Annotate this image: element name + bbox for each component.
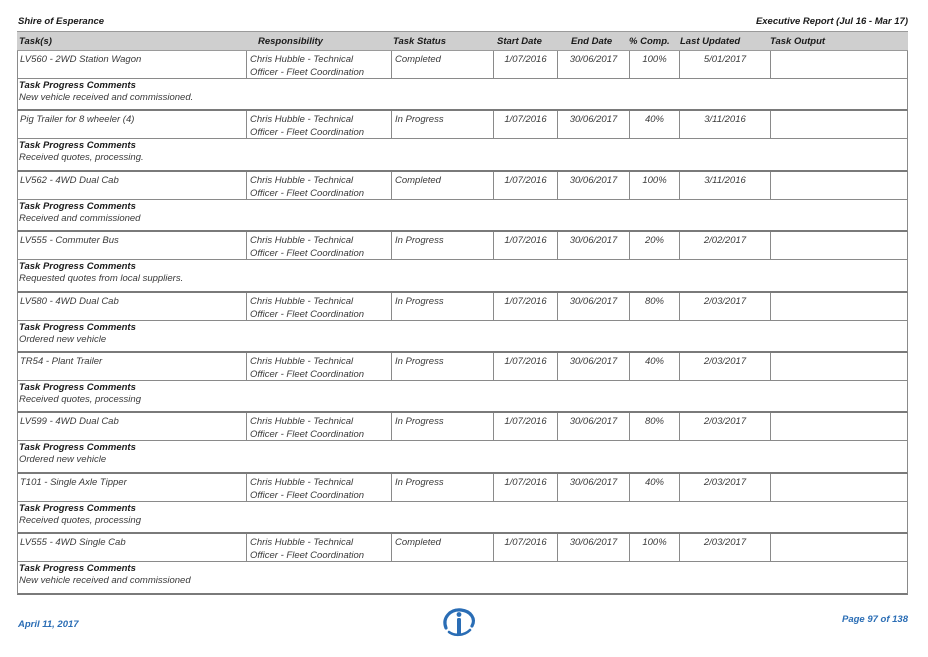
task-end-date: 30/06/2017 bbox=[557, 232, 629, 259]
task-block bbox=[17, 51, 908, 111]
responsibility-line-2: Officer - Fleet Coordination bbox=[250, 489, 365, 501]
task-end-date: 30/06/2017 bbox=[557, 111, 629, 138]
task-start-date: 1/07/2016 bbox=[493, 172, 557, 199]
task-pct-complete: 20% bbox=[629, 232, 679, 259]
responsibility-line-2: Officer - Fleet Coordination bbox=[250, 308, 365, 320]
table-row bbox=[17, 111, 908, 139]
comment-heading: Task Progress Comments bbox=[19, 200, 136, 212]
task-output bbox=[770, 353, 907, 380]
responsibility-line-2: Officer - Fleet Coordination bbox=[250, 429, 365, 441]
comment-heading: Task Progress Comments bbox=[19, 80, 136, 91]
responsibility-line-2: Officer - Fleet Coordination bbox=[250, 248, 365, 260]
table-row bbox=[17, 534, 908, 562]
task-end-date: 30/06/2017 bbox=[557, 413, 629, 440]
task-start-date: 1/07/2016 bbox=[493, 51, 557, 78]
task-pct-complete: 80% bbox=[629, 293, 679, 320]
task-last-updated: 2/03/2017 bbox=[679, 353, 770, 380]
task-name: LV555 - 4WD Single Cab bbox=[20, 537, 126, 549]
task-last-updated: 2/03/2017 bbox=[679, 474, 770, 501]
task-name: LV562 - 4WD Dual Cab bbox=[20, 174, 119, 186]
task-start-date: 1/07/2016 bbox=[493, 534, 557, 561]
task-last-updated: 5/01/2017 bbox=[679, 51, 770, 78]
col-status: Task Status bbox=[393, 36, 446, 47]
task-last-updated: 2/03/2017 bbox=[679, 534, 770, 561]
footer-date: April 11, 2017 bbox=[18, 619, 79, 630]
comment-text: Received quotes, processing. bbox=[19, 152, 144, 164]
task-block bbox=[17, 534, 908, 594]
task-pct-complete: 100% bbox=[629, 172, 679, 199]
task-block bbox=[17, 232, 908, 292]
col-start-date: Start Date bbox=[497, 36, 542, 47]
task-status: In Progress bbox=[391, 413, 493, 440]
task-block bbox=[17, 293, 908, 353]
responsibility-line-1: Chris Hubble - Technical bbox=[250, 235, 354, 247]
task-responsibility bbox=[246, 474, 391, 501]
task-name: TR54 - Plant Trailer bbox=[20, 355, 103, 367]
task-comment-box bbox=[17, 381, 908, 413]
task-responsibility bbox=[246, 51, 391, 78]
task-end-date: 30/06/2017 bbox=[557, 172, 629, 199]
comment-text: New vehicle received and commissioned. bbox=[19, 92, 194, 103]
comment-heading: Task Progress Comments bbox=[19, 502, 136, 514]
task-comment-box bbox=[17, 321, 908, 353]
task-responsibility bbox=[246, 534, 391, 561]
comment-heading: Task Progress Comments bbox=[19, 321, 136, 333]
task-comment-box bbox=[17, 200, 908, 232]
comment-text: Received and commissioned bbox=[19, 212, 141, 224]
task-comment-box bbox=[17, 260, 908, 292]
task-last-updated: 3/11/2016 bbox=[679, 172, 770, 199]
task-comment-box bbox=[17, 441, 908, 473]
task-end-date: 30/06/2017 bbox=[557, 293, 629, 320]
task-responsibility bbox=[246, 232, 391, 259]
responsibility-line-1: Chris Hubble - Technical bbox=[250, 416, 354, 428]
task-status: In Progress bbox=[391, 293, 493, 320]
task-status: Completed bbox=[391, 51, 493, 78]
task-name: LV555 - Commuter Bus bbox=[20, 235, 119, 247]
task-comment-box bbox=[17, 562, 908, 594]
comment-heading: Task Progress Comments bbox=[19, 140, 136, 152]
comment-text: Received quotes, processing bbox=[19, 393, 141, 405]
responsibility-line-1: Chris Hubble - Technical bbox=[250, 476, 354, 488]
task-block bbox=[17, 172, 908, 232]
task-start-date: 1/07/2016 bbox=[493, 353, 557, 380]
table-row bbox=[17, 293, 908, 321]
responsibility-line-2: Officer - Fleet Coordination bbox=[250, 187, 365, 199]
task-last-updated: 2/03/2017 bbox=[679, 413, 770, 440]
task-status: Completed bbox=[391, 172, 493, 199]
comment-heading: Task Progress Comments bbox=[19, 563, 136, 575]
organisation-name: Shire of Esperance bbox=[18, 16, 105, 27]
col-task: Task(s) bbox=[19, 36, 52, 47]
task-start-date: 1/07/2016 bbox=[493, 413, 557, 440]
task-output bbox=[770, 172, 907, 199]
responsibility-line-1: Chris Hubble - Technical bbox=[250, 355, 354, 367]
comment-text: Ordered new vehicle bbox=[19, 454, 107, 466]
column-header-row bbox=[17, 31, 908, 51]
task-pct-complete: 100% bbox=[629, 51, 679, 78]
comment-text: Requested quotes from local suppliers. bbox=[19, 273, 184, 285]
task-status: In Progress bbox=[391, 353, 493, 380]
task-name: LV580 - 4WD Dual Cab bbox=[20, 295, 119, 307]
task-end-date: 30/06/2017 bbox=[557, 353, 629, 380]
task-name: LV599 - 4WD Dual Cab bbox=[20, 416, 119, 428]
task-table bbox=[17, 51, 908, 595]
task-block bbox=[17, 353, 908, 413]
comment-heading: Task Progress Comments bbox=[19, 442, 136, 454]
task-end-date: 30/06/2017 bbox=[557, 534, 629, 561]
footer-page-number: Page 97 of 138 bbox=[841, 614, 908, 625]
task-output bbox=[770, 534, 907, 561]
task-output bbox=[770, 111, 907, 138]
responsibility-line-2: Officer - Fleet Coordination bbox=[250, 67, 365, 78]
table-row bbox=[17, 172, 908, 200]
comment-heading: Task Progress Comments bbox=[19, 261, 136, 273]
col-responsibility: Responsibility bbox=[258, 36, 323, 47]
task-output bbox=[770, 51, 907, 78]
col-last-updated: Last Updated bbox=[680, 36, 741, 47]
task-pct-complete: 100% bbox=[629, 534, 679, 561]
responsibility-line-2: Officer - Fleet Coordination bbox=[250, 368, 365, 380]
table-row bbox=[17, 232, 908, 260]
task-pct-complete: 40% bbox=[629, 474, 679, 501]
task-output bbox=[770, 232, 907, 259]
responsibility-line-1: Chris Hubble - Technical bbox=[250, 174, 354, 186]
shire-logo-icon bbox=[440, 606, 478, 638]
task-status: In Progress bbox=[391, 474, 493, 501]
task-pct-complete: 40% bbox=[629, 111, 679, 138]
task-comment-box bbox=[17, 139, 908, 171]
task-start-date: 1/07/2016 bbox=[493, 293, 557, 320]
col-task-output: Task Output bbox=[770, 36, 826, 47]
report-title: Executive Report (Jul 16 - Mar 17) bbox=[755, 16, 908, 27]
task-name: Pig Trailer for 8 wheeler (4) bbox=[20, 114, 135, 126]
table-row bbox=[17, 413, 908, 441]
task-status: In Progress bbox=[391, 111, 493, 138]
task-block bbox=[17, 474, 908, 534]
task-start-date: 1/07/2016 bbox=[493, 474, 557, 501]
task-comment-box bbox=[17, 79, 908, 111]
task-output bbox=[770, 413, 907, 440]
task-pct-complete: 80% bbox=[629, 413, 679, 440]
comment-text: Received quotes, processing bbox=[19, 514, 141, 526]
responsibility-line-2: Officer - Fleet Coordination bbox=[250, 550, 365, 562]
task-responsibility bbox=[246, 353, 391, 380]
task-pct-complete: 40% bbox=[629, 353, 679, 380]
task-status: In Progress bbox=[391, 232, 493, 259]
responsibility-line-1: Chris Hubble - Technical bbox=[250, 54, 354, 65]
task-name: T101 - Single Axle Tipper bbox=[20, 476, 127, 488]
task-output bbox=[770, 293, 907, 320]
comment-text: Ordered new vehicle bbox=[19, 333, 107, 345]
task-last-updated: 3/11/2016 bbox=[679, 111, 770, 138]
task-end-date: 30/06/2017 bbox=[557, 474, 629, 501]
task-last-updated: 2/03/2017 bbox=[679, 293, 770, 320]
task-comment-box bbox=[17, 502, 908, 534]
task-responsibility bbox=[246, 413, 391, 440]
responsibility-line-1: Chris Hubble - Technical bbox=[250, 295, 354, 307]
task-start-date: 1/07/2016 bbox=[493, 111, 557, 138]
task-last-updated: 2/02/2017 bbox=[679, 232, 770, 259]
task-block bbox=[17, 413, 908, 473]
responsibility-line-1: Chris Hubble - Technical bbox=[250, 114, 354, 126]
col-pct-complete: % Comp. bbox=[629, 36, 670, 47]
table-row bbox=[17, 474, 908, 502]
task-name: LV560 - 2WD Station Wagon bbox=[20, 54, 142, 65]
task-status: Completed bbox=[391, 534, 493, 561]
task-responsibility bbox=[246, 172, 391, 199]
task-responsibility bbox=[246, 111, 391, 138]
table-row bbox=[17, 51, 908, 79]
task-block bbox=[17, 111, 908, 171]
task-responsibility bbox=[246, 293, 391, 320]
comment-text: New vehicle received and commissioned bbox=[19, 575, 191, 587]
task-start-date: 1/07/2016 bbox=[493, 232, 557, 259]
col-end-date: End Date bbox=[571, 36, 613, 47]
task-end-date: 30/06/2017 bbox=[557, 51, 629, 78]
responsibility-line-1: Chris Hubble - Technical bbox=[250, 537, 354, 549]
responsibility-line-2: Officer - Fleet Coordination bbox=[250, 127, 365, 139]
comment-heading: Task Progress Comments bbox=[19, 381, 136, 393]
table-row bbox=[17, 353, 908, 381]
task-output bbox=[770, 474, 907, 501]
